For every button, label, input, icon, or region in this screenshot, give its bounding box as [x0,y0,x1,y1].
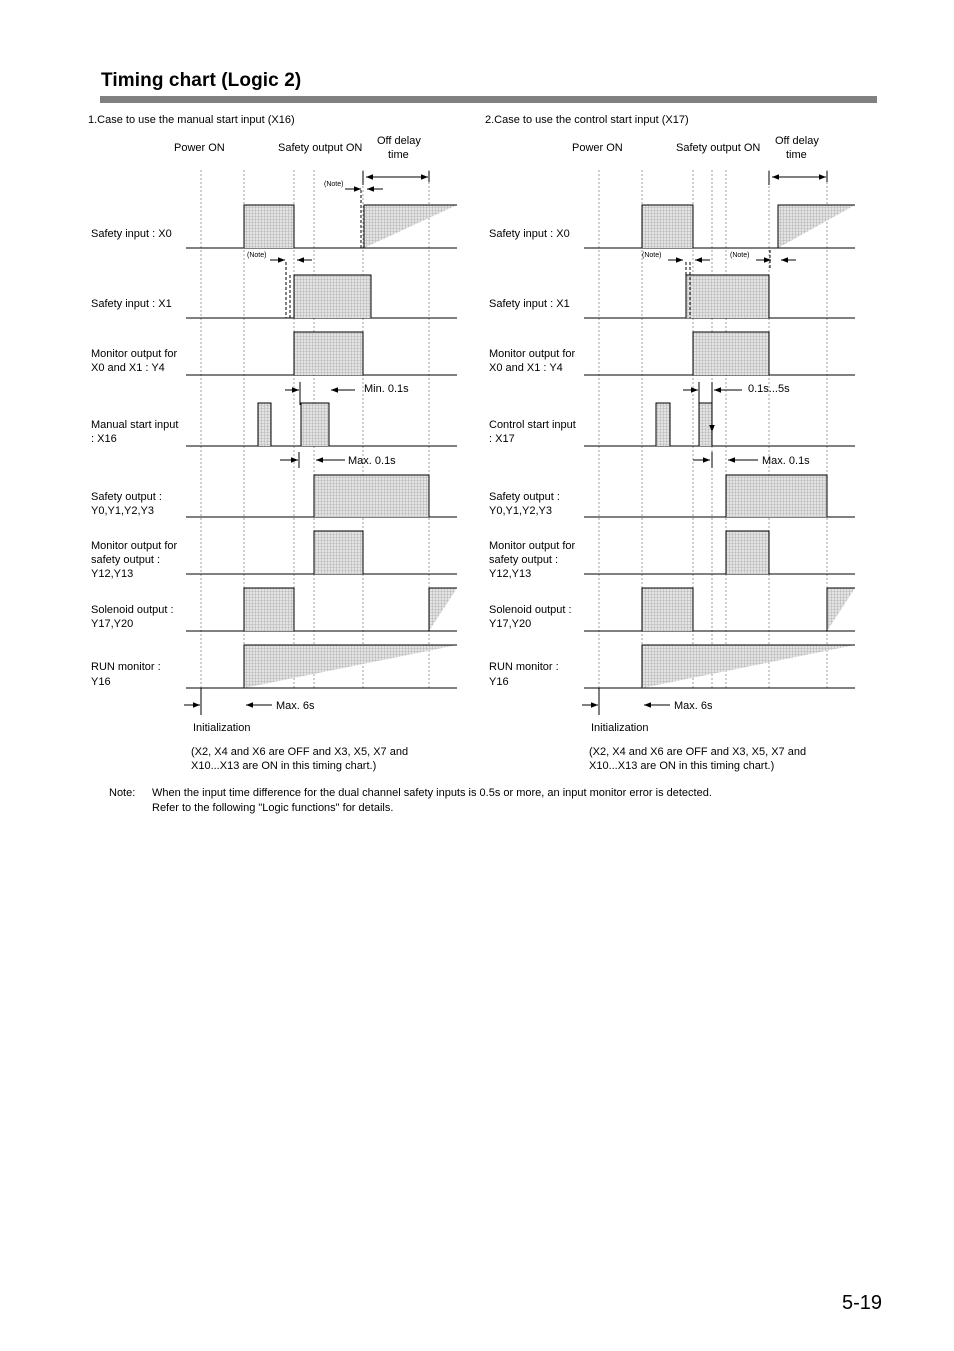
footnote-line-2: X10...X13 are ON in this timing chart.) [589,760,775,772]
safety-out-pulse [726,475,827,517]
footnote-line-2: X10...X13 are ON in this timing chart.) [191,760,377,772]
range-label: 0.1s...5s [748,383,790,395]
monitor-safety-pulse [726,531,769,574]
page-number: 5-19 [841,1292,882,1314]
x1-pulse [686,275,769,318]
x16-pulse-1 [258,403,271,446]
signal-label-x16-2: : X16 [91,433,117,445]
x0-pulse-1 [642,205,693,248]
signal-label-y16: RUN monitor : [91,661,161,673]
off-delay-label-2: time [388,149,409,161]
off-delay-label-2: time [786,149,807,161]
note-line-1: When the input time difference for the dual channel safety inputs is 0.5s or more, an input monitor error is detected. [152,787,712,799]
x0-pulse-2 [364,205,457,248]
signal-label-y12-2: safety output : [489,554,559,566]
signal-label-y17-2: Y17,Y20 [489,618,532,630]
signal-label-y12-2: safety output : [91,554,161,566]
panel-manual-start [88,114,457,772]
monitor-safety-pulse [314,531,363,574]
signal-label-y4: Monitor output for [489,348,576,360]
y4-pulse [693,332,769,375]
x16-pulse-2 [301,403,329,446]
signal-label-y0: Safety output : [91,491,162,503]
footnote-line-1: (X2, X4 and X6 are OFF and X3, X5, X7 and [191,746,409,758]
initialization-label: Initialization [591,722,649,734]
signal-label-x0: Safety input : X0 [489,228,570,240]
signal-label-x0: Safety input : X0 [91,228,172,240]
signal-label-y17-2: Y17,Y20 [91,618,134,630]
x17-pulse-1 [656,403,670,446]
x0-pulse-1 [244,205,294,248]
case-title: 2.Case to use the control start input (X17) [485,114,689,126]
x17-pulse-2 [699,403,712,446]
signal-label-y16-2: Y16 [91,676,111,688]
signal-label-y12-3: Y12,Y13 [91,568,134,580]
run-monitor-pulse [244,645,457,688]
max-6s-label: Max. 6s [276,700,315,712]
off-delay-label: Off delay [775,135,819,147]
signal-label-x1: Safety input : X1 [489,298,570,310]
signal-label-y0-2: Y0,Y1,Y2,Y3 [489,505,552,517]
page-title: Timing chart (Logic 2) [101,70,302,91]
solenoid-pulse-1 [244,588,294,631]
safety-out-pulse [314,475,429,517]
x0-pulse-2 [778,205,855,248]
signal-label-y4: Monitor output for [91,348,178,360]
y4-pulse [294,332,363,375]
note-tag: (Note) [324,181,344,188]
signal-label-y0-2: Y0,Y1,Y2,Y3 [91,505,154,517]
case-title: 1.Case to use the manual start input (X16) [88,114,295,126]
power-on-label: Power ON [174,142,225,154]
signal-label-y17: Solenoid output : [489,604,572,616]
signal-label-y16-2: Y16 [489,676,509,688]
solenoid-pulse-1 [642,588,693,631]
signal-label-y12: Monitor output for [91,540,178,552]
off-delay-label: Off delay [377,135,421,147]
signal-label-y12-3: Y12,Y13 [489,568,532,580]
signal-label-y17: Solenoid output : [91,604,174,616]
min-01s-label: Min. 0.1s [364,383,409,395]
solenoid-pulse-2 [827,588,855,631]
signal-label-y12: Monitor output for [489,540,576,552]
note-tag-2: (Note) [730,252,750,259]
panel-control-start [485,114,855,772]
note-tag-2: (Note) [247,252,267,259]
initialization-label: Initialization [193,722,251,734]
note-tag: (Note) [642,252,662,259]
safety-on-label: Safety output ON [278,142,363,154]
max-01s-label: Max. 0.1s [762,455,810,467]
signal-label-x1: Safety input : X1 [91,298,172,310]
signal-label-x16: Manual start input [91,419,179,431]
max-6s-label: Max. 6s [674,700,713,712]
signal-label-y16: RUN monitor : [489,661,559,673]
x1-pulse [294,275,371,318]
signal-label-x17-2: : X17 [489,433,515,445]
safety-on-label: Safety output ON [676,142,761,154]
footnote-line-1: (X2, X4 and X6 are OFF and X3, X5, X7 and [589,746,807,758]
power-on-label: Power ON [572,142,623,154]
max-01s-label: Max. 0.1s [348,455,396,467]
solenoid-pulse-2 [429,588,457,631]
run-monitor-pulse [642,645,855,688]
signal-label-y0: Safety output : [489,491,560,503]
signal-label-x17: Control start input [489,419,576,431]
signal-label-y4-2: X0 and X1 : Y4 [91,362,165,374]
signal-label-y4-2: X0 and X1 : Y4 [489,362,563,374]
note-label: Note: [109,787,136,799]
note-line-2: Refer to the following "Logic functions" for details. [152,802,394,814]
